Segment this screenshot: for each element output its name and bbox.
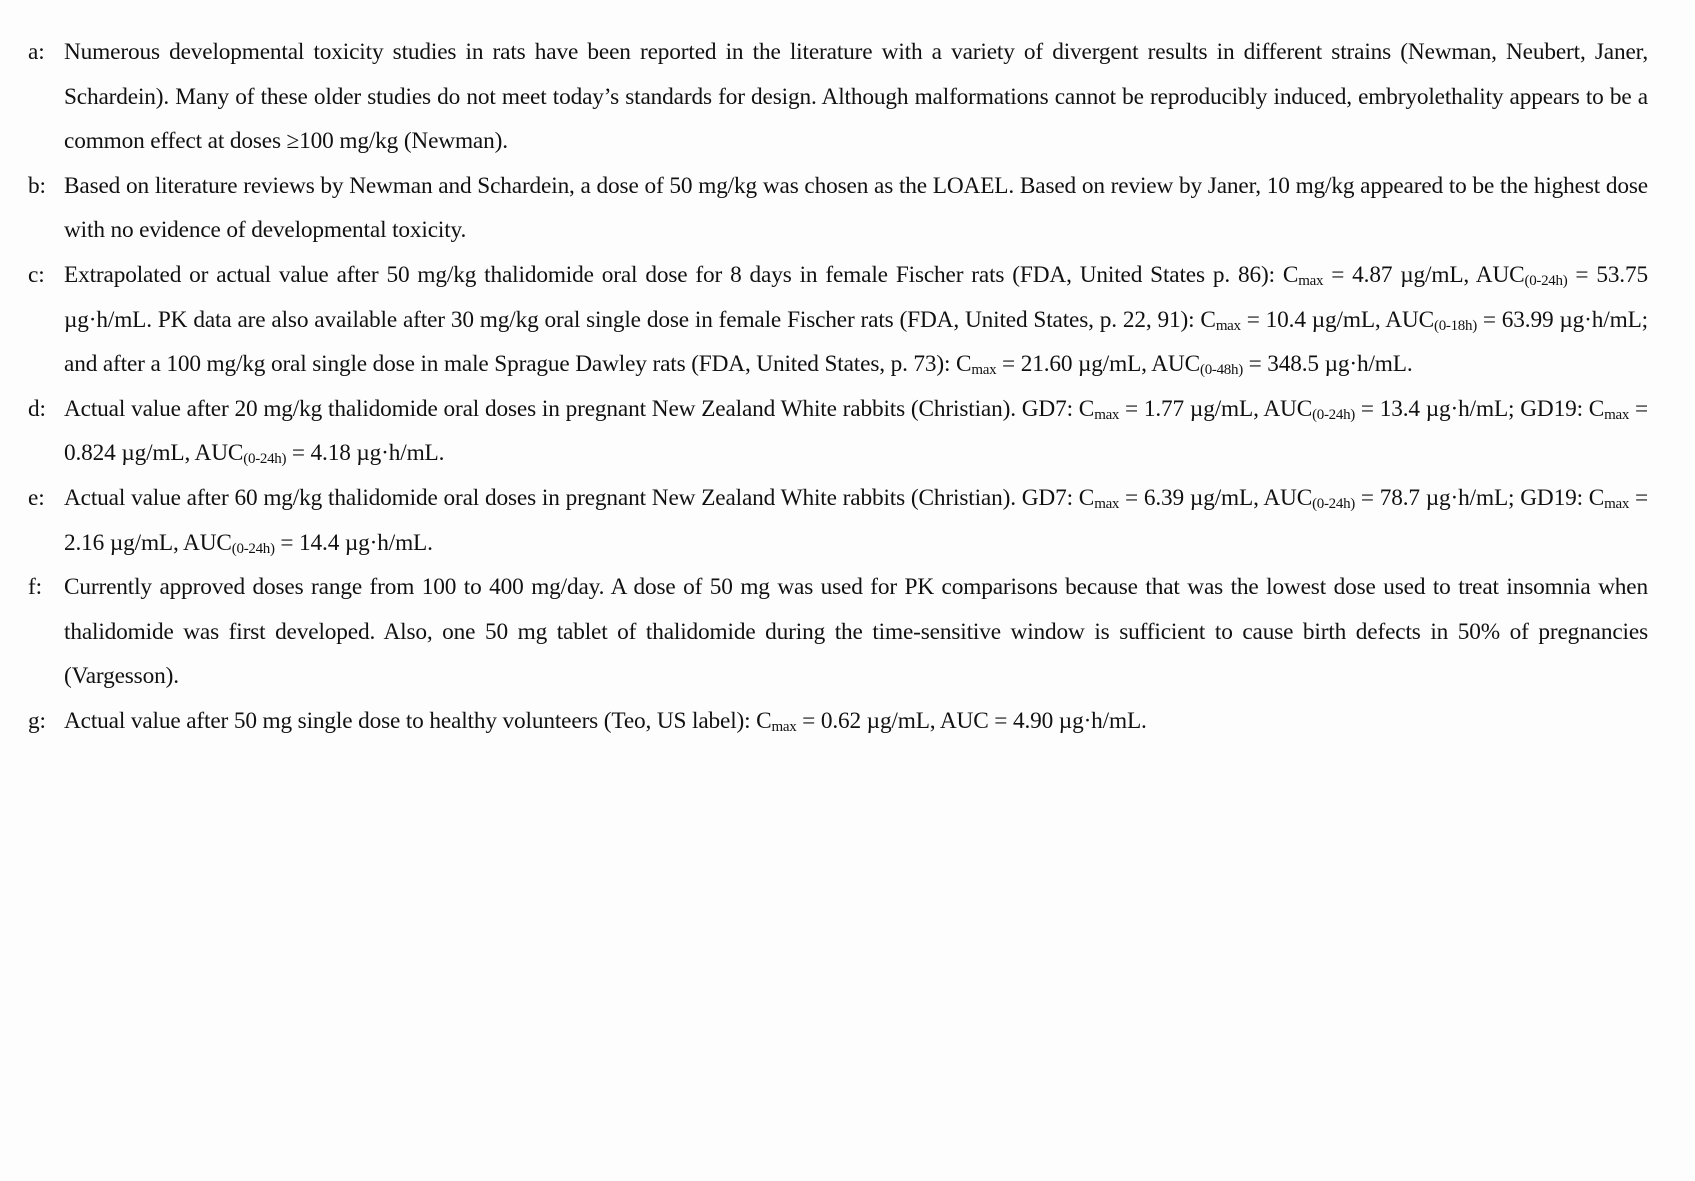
subscript: (0-24h) [1312, 406, 1355, 423]
subscript: max [1604, 406, 1630, 423]
footnote-a [28, 30, 1648, 164]
subscript: max [971, 362, 997, 379]
footnote-b [28, 164, 1648, 253]
text-run: = 78.7 µg·h/mL; GD19: C [1354, 484, 1605, 511]
footnote-e [28, 476, 1648, 565]
text-run: = 0.62 µg/mL, AUC = 4.90 µg·h/mL. [796, 707, 1147, 734]
footnote-text [64, 708, 1147, 734]
text-run: = 2.16 µg/mL, AUC [64, 484, 1648, 556]
subscript: (0-18h) [1434, 317, 1477, 334]
subscript: max [1298, 272, 1324, 289]
subscript: max [1215, 317, 1241, 334]
footnote-text [64, 574, 1648, 689]
footnote-letter: d: [28, 395, 46, 422]
footnote-f [28, 565, 1648, 699]
footnote-list [28, 30, 1648, 744]
text-run: = 6.39 µg/mL, AUC [1119, 484, 1313, 511]
text-run: Currently approved doses range from 100 to 400 mg/day. A dose of 50 mg was used for PK comparisons because that was the lowest dose used to treat insomnia when thalidomide was first developed. Also, one 50 mg tablet of thalidomide during the time-sensitive window is sufficient to cause birth defects in 50% of pregnancies (Vargesson). [64, 574, 1648, 690]
subscript: max [1094, 406, 1120, 423]
text-run: = 10.4 µg/mL, AUC [1240, 306, 1434, 333]
text-run: Based on literature reviews by Newman and Schardein, a dose of 50 mg/kg was chosen as the LOAEL. Based on review by Janer, 10 mg/kg appeared to be the highest dose with no evidence of developmental toxicity. [64, 172, 1648, 244]
footnote-c [28, 253, 1648, 387]
subscript: max [1094, 495, 1120, 512]
text-run: Actual value after 50 mg single dose to healthy volunteers (Teo, US label): C [64, 707, 772, 734]
footnote-text [64, 39, 1648, 154]
text-run: Numerous developmental toxicity studies in rats have been reported in the literature with a variety of divergent results in different strains (Newman, Neubert, Janer, Schardein). Many of these older studies do not meet today’s standards for design. Although malformations cannot be reproducibly induced, embryolethality appears to be a common effect at doses ≥100 mg/kg (Newman). [64, 39, 1648, 155]
footnote-text [64, 173, 1648, 244]
footnote-g [28, 699, 1648, 744]
text-run: Actual value after 20 mg/kg thalidomide oral doses in pregnant New Zealand White rabbits (Christian). GD7: C [64, 395, 1095, 422]
footnote-d [28, 387, 1648, 476]
text-run: Actual value after 60 mg/kg thalidomide oral doses in pregnant New Zealand White rabbits (Christian). GD7: C [64, 484, 1095, 511]
subscript: max [771, 718, 797, 735]
footnote-letter: g: [28, 707, 46, 734]
subscript: (0-24h) [231, 540, 275, 557]
footnote-letter: a: [28, 39, 45, 65]
subscript: max [1604, 495, 1630, 512]
text-run: = 21.60 µg/mL, AUC [996, 351, 1200, 378]
subscript: (0-48h) [1200, 362, 1243, 379]
footnote-letter: f: [28, 574, 42, 601]
text-run: = 53.75 µg·h/mL. PK data are also available after 30 mg/kg oral single dose in female Fischer rats (FDA, United States, p. 22, 91): C [64, 261, 1648, 333]
text-run: = 63.99 µg·h/mL; and after a 100 mg/kg oral single dose in male Sprague Dawley rats (FDA, United States, p. 73): C [64, 306, 1648, 378]
text-run: = 348.5 µg·h/mL. [1242, 351, 1413, 378]
footnote-text [64, 396, 1648, 467]
subscript: (0-24h) [243, 451, 287, 468]
text-run: = 14.4 µg·h/mL. [274, 529, 433, 556]
subscript: (0-24h) [1524, 272, 1568, 289]
footnote-letter: b: [28, 172, 46, 199]
text-run: = 4.18 µg·h/mL. [286, 440, 445, 467]
footnote-text [64, 262, 1648, 377]
text-run: = 1.77 µg/mL, AUC [1119, 395, 1313, 422]
subscript: (0-24h) [1312, 495, 1355, 512]
footnote-letter: c: [28, 261, 45, 288]
text-run: Extrapolated or actual value after 50 mg/kg thalidomide oral dose for 8 days in female Fischer rats (FDA, United States p. 86): C [64, 261, 1299, 288]
text-run: = 0.824 µg/mL, AUC [64, 395, 1648, 467]
text-run: = 13.4 µg·h/mL; GD19: C [1354, 395, 1605, 422]
footnote-letter: e: [28, 484, 45, 511]
text-run: = 4.87 µg/mL, AUC [1323, 261, 1525, 288]
footnote-text [64, 485, 1648, 556]
